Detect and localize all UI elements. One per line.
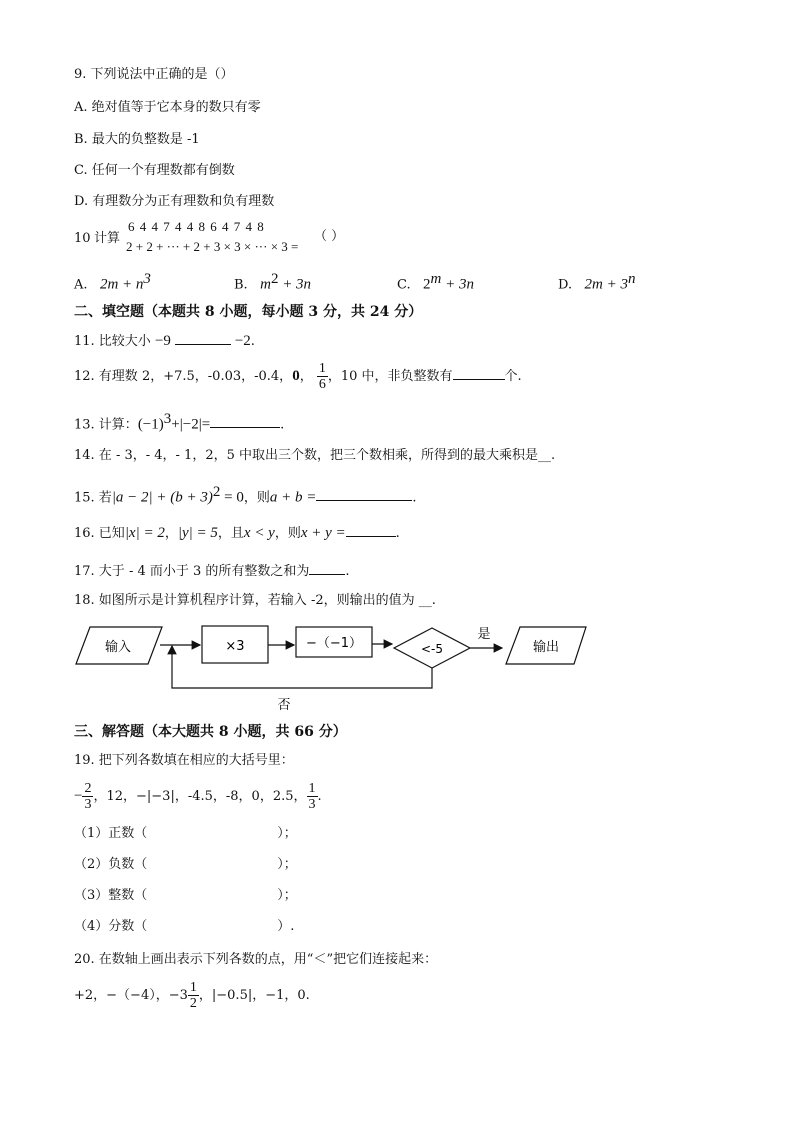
q13-answer-blank[interactable] — [210, 415, 280, 428]
q9-option-b: B. 最大的负整数是 -1 — [74, 132, 200, 147]
q19-part-4: （4）分数（ ）. — [74, 919, 295, 934]
q16-answer-blank[interactable] — [346, 524, 396, 537]
q19-stem: 19. 把下列各数填在相应的大括号里： — [74, 753, 294, 768]
q18: 18. 如图所示是计算机程序计算，若输入 -2，则输出的值为 __. — [74, 593, 436, 608]
q9-option-a: A. 绝对值等于它本身的数只有零 — [74, 100, 261, 115]
section2-title: 二、填空题（本题共 8 小题，每小题 3 分，共 24 分） — [74, 304, 423, 320]
q17: 17. 大于 - 4 而小于 3 的所有整数之和为 . — [74, 564, 350, 579]
q19-fraction-2: $\frac{1}{3}$ — [308, 781, 316, 812]
q9-option-c: C. 任何一个有理数都有倒数 — [74, 163, 235, 178]
q15-answer-blank[interactable] — [316, 488, 412, 501]
q17-answer-blank[interactable] — [309, 562, 345, 575]
q11: 11. 比较大小 −9 −2. — [74, 333, 255, 349]
q12-fraction: $\frac{1}{6}$ — [318, 361, 326, 392]
flow-no-label: 否 — [277, 698, 291, 713]
flow-input-label: 输入 — [104, 640, 132, 655]
q10-option-b: B. $m^2 + 3n$ — [234, 271, 312, 293]
q10-expression: 2 + 2 + ··· + 2 + 3 × 3 × ··· × 3 = — [126, 239, 299, 254]
q19-part-1: （1）正数（ ）； — [74, 826, 297, 841]
section3-title: 三、解答题（本大题共 8 小题，共 66 分） — [74, 724, 347, 740]
q10-prefix: 计算 — [94, 231, 121, 246]
flow-minus-label: −（−1） — [305, 636, 363, 651]
q19-numbers: − $\frac{2}{3}$ ，12，−|−3|，-4.5，-8，0，2.5， $\frac{1}{3}$ . — [74, 781, 322, 812]
q12-answer-blank[interactable] — [453, 367, 505, 380]
flow-multiply-label: ×3 — [225, 639, 245, 654]
flow-yes-label: 是 — [477, 627, 491, 642]
flow-output-label: 输出 — [532, 640, 560, 655]
q15: 15. 若$|a - 2| + (b + 3)^2 = 0$，则a + b = . — [74, 484, 417, 506]
q10-option-d: D. $2m + 3^n$ — [558, 271, 636, 293]
q11-answer-blank[interactable] — [175, 332, 231, 345]
q13: 13. 计算：$(-1)^3+|-2|=$ . — [74, 411, 285, 433]
q10-option-c: C. $2^m + 3n$ — [397, 271, 474, 293]
q20-fraction: $\frac{1}{2}$ — [189, 980, 197, 1011]
q10-options — [74, 270, 714, 292]
q10-answer-paren: （ ） — [314, 229, 345, 244]
q10-number: 10 — [74, 231, 91, 246]
q19-answer-1[interactable] — [147, 825, 277, 837]
q19-part-2: （2）负数（ ）； — [74, 857, 297, 872]
q20-stem: 20. 在数轴上画出表示下列各数的点，用“＜”把它们连接起来： — [74, 952, 438, 967]
q19-answer-4[interactable] — [147, 918, 277, 930]
q19-part-3: （3）整数（ ）； — [74, 888, 297, 903]
q10-option-a: A. $2m + n^3$ — [74, 271, 151, 293]
q19-fraction-1: $\frac{2}{3}$ — [84, 781, 92, 812]
q19-answer-3[interactable] — [147, 887, 277, 899]
q10-brace-top: 6 4 4 7 4 4 8 6 4 7 4 8 — [128, 219, 265, 234]
q19-answer-2[interactable] — [147, 856, 277, 868]
q9-stem: 9. 下列说法中正确的是（） — [74, 67, 234, 82]
q14: 14. 在 - 3，- 4，- 1，2，5 中取出三个数，把三个数相乘，所得到的最大乘积是__. — [74, 448, 556, 463]
q18-flowchart — [74, 620, 594, 720]
q12: 12. 有理数 2，+7.5，-0.03，-0.4，0， $\frac{1}{6}$ ，10 中，非负整数有 个. — [74, 361, 522, 392]
q20-numbers: +2，−（−4），−3 $\frac{1}{2}$ ，|−0.5|，−1，0. — [74, 980, 310, 1011]
q9-option-d: D. 有理数分为正有理数和负有理数 — [74, 194, 275, 209]
flow-condition-label: <-5 — [420, 642, 444, 656]
q16: 16. 已知|x| = 2，|y| = 5，且x < y，则x + y = . — [74, 525, 400, 541]
